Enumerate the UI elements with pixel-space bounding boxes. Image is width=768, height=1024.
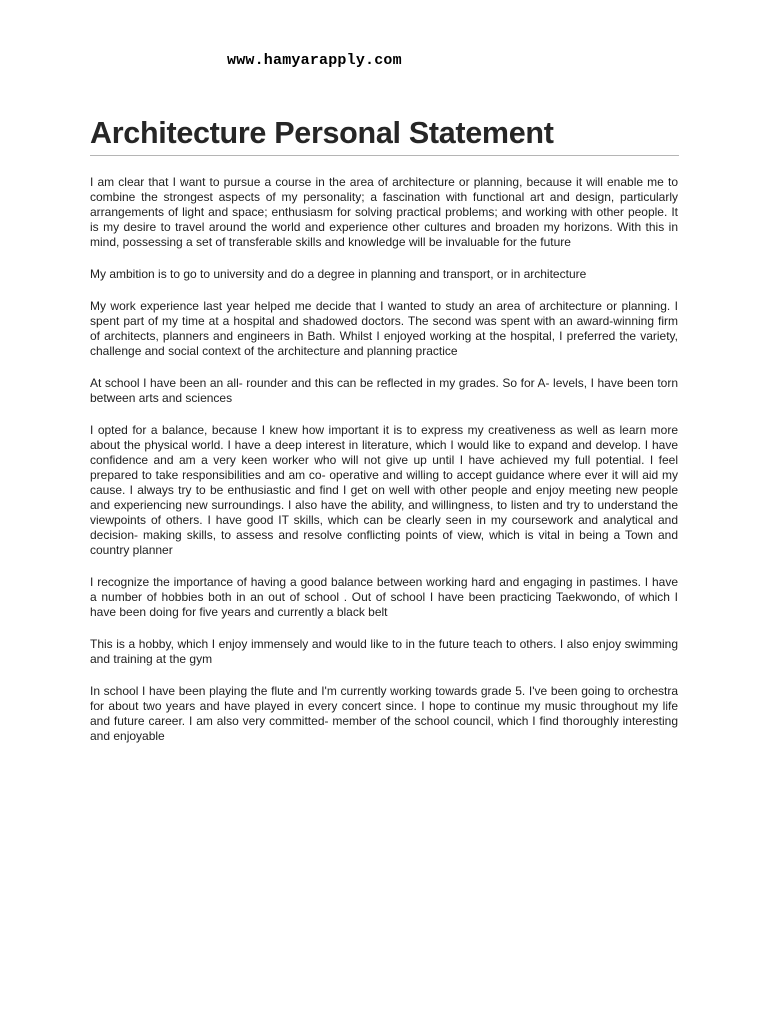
paragraph-work-experience: My work experience last year helped me decide that I wanted to study an area of architecture or planning. I spent part of my time at a hospital and shadowed doctors. The second was spent with an award-winning firm of architects, planners and engineers in Bath. Whilst I enjoyed working at the hospital, I preferred the variety, challenge and social context of the architecture and planning practice: [90, 299, 678, 358]
document-title: Architecture Personal Statement: [90, 116, 554, 150]
paragraph-hobby-detail: This is a hobby, which I enjoy immensely and would like to in the future teach to others. I also enjoy swimming and training at the gym: [90, 637, 678, 666]
paragraph-hobbies: I recognize the importance of having a good balance between working hard and engaging in pastimes. I have a number of hobbies both in an out of school . Out of school I have been practicing Taekwondo, of which I have been doing for five years and currently a black belt: [90, 575, 678, 619]
paragraph-music: In school I have been playing the flute and I'm currently working towards grade 5. I've been going to orchestra for about two years and have played in every concert since. I hope to continue my music throughout my life and future career. I am also very committed- member of the school council, which I find thoroughly interesting and enjoyable: [90, 684, 678, 743]
paragraph-balance: I opted for a balance, because I knew how important it is to express my creativeness as well as learn more about the physical world. I have a deep interest in literature, which I would like to expand and develop. I have confidence and am a very keen worker who will not give up until I have achieved my full potential. I feel prepared to take responsibilities and am co- operative and willing to accept guidance where ever it will aid my cause. I always try to be enthusiastic and find I get on well with other people and enjoy meeting new people and experiencing new surroundings. I also have the ability, and willingness, to listen and try to understand the viewpoints of others. I have good IT skills, which can be clearly seen in my coursework and analytical and decision- making skills, to assess and resolve conflicting points of view, which is vital in being a Town and country planner: [90, 423, 678, 557]
site-url: www.hamyarapply.com: [227, 52, 402, 69]
paragraph-ambition: My ambition is to go to university and do a degree in planning and transport, or in architecture: [90, 267, 587, 281]
document-body: [90, 175, 678, 761]
title-divider: [90, 155, 679, 156]
paragraph-intro: I am clear that I want to pursue a course in the area of architecture or planning, because it will enable me to combine the strongest aspects of my personality; a fascination with functional art and design, particularly arrangements of light and space; enthusiasm for solving practical problems; and working with other people. It is my desire to travel around the world and experience other cultures and broaden my horizons. With this in mind, possessing a set of transferable skills and knowledge will be invaluable for the future: [90, 175, 678, 249]
paragraph-school: At school I have been an all- rounder and this can be reflected in my grades. So for A- levels, I have been torn between arts and sciences: [90, 376, 678, 405]
